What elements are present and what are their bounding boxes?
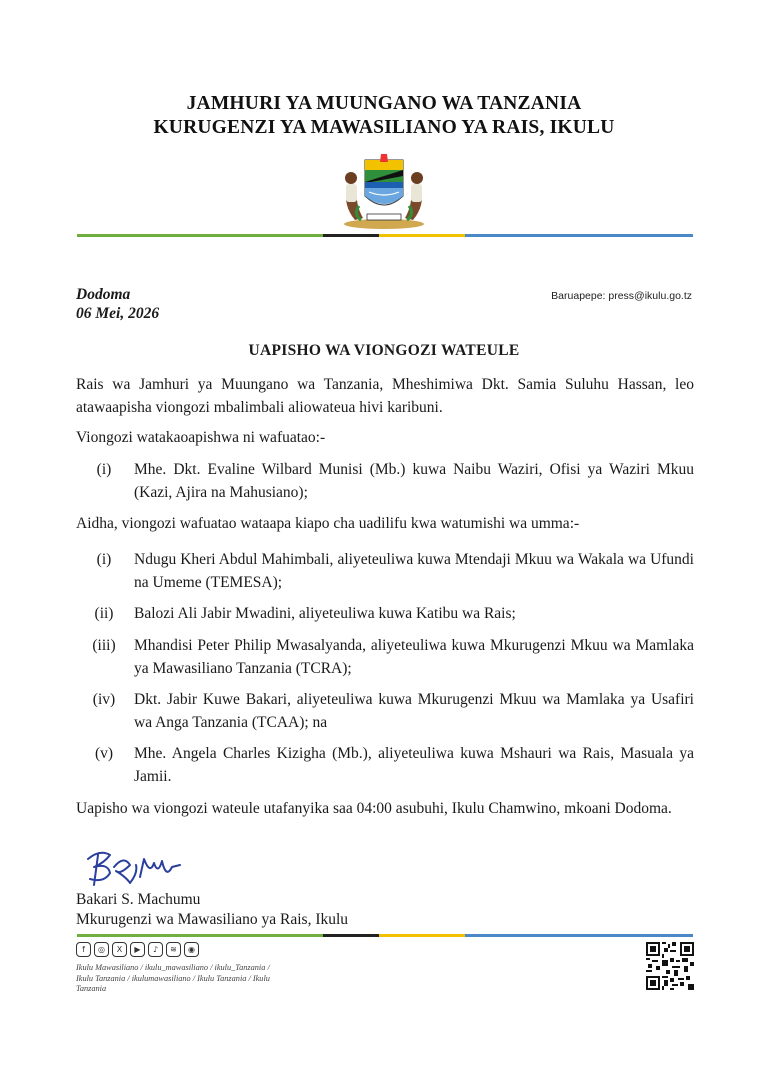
list-item-number: (iii) <box>92 637 116 654</box>
instagram-icon[interactable]: ◎ <box>94 942 109 957</box>
email-contact: Baruapepe: press@ikulu.go.tz <box>551 290 692 302</box>
signatory-name: Bakari S. Machumu <box>76 891 201 908</box>
intro-paragraph: Rais wa Jamhuri ya Muungano wa Tanzania, Mheshimiwa Dkt. Samia Suluhu Hassan, leo atawaapisha viongozi mbalimbali aliowateua hivi karibuni. <box>76 376 694 416</box>
list-item-text: Mhandisi Peter Philip Mwasalyanda, aliyeteuliwa kuwa Mkurugenzi Mkuu wa Mamlaka ya Mawasiliano Tanzania (TCRA); <box>134 637 694 677</box>
list-item-number: (iv) <box>92 691 116 708</box>
youtube-icon[interactable]: ▶ <box>130 942 145 957</box>
x-icon[interactable]: X <box>112 942 127 957</box>
list-item-text: Balozi Ali Jabir Mwadini, aliyeteuliwa kuwa Katibu wa Rais; <box>134 605 516 622</box>
list-item-text: Ndugu Kheri Abdul Mahimbali, aliyeteuliwa kuwa Mtendaji Mkuu wa Wakala wa Ufundi na Umeme (TEMESA); <box>134 551 694 591</box>
list-item-number: (i) <box>96 551 112 568</box>
tiktok-icon[interactable]: ♪ <box>148 942 163 957</box>
social-icons <box>76 942 199 957</box>
list-item-text: Mhe. Angela Charles Kizigha (Mb.), aliyeteuliwa kuwa Mshauri wa Rais, Masuala ya Jamii. <box>134 745 694 785</box>
list-item-number: (i) <box>96 461 112 478</box>
date: 06 Mei, 2026 <box>76 305 160 322</box>
list1-heading: Viongozi watakaoapishwa ni wafuatao:- <box>76 429 326 446</box>
list-item-number: (v) <box>94 745 114 762</box>
list2-heading: Aidha, viongozi wafuatao wataapa kiapo cha uadilifu kwa watumishi wa umma:- <box>76 515 580 532</box>
header-line-1: JAMHURI YA MUUNGANO WA TANZANIA <box>186 93 582 114</box>
coat-of-arms-emblem <box>333 148 435 235</box>
podcast-icon[interactable]: ◉ <box>184 942 199 957</box>
footer-divider-stripe <box>77 934 693 937</box>
list-item-text: Mhe. Dkt. Evaline Wilbard Munisi (Mb.) kuwa Naibu Waziri, Ofisi ya Waziri Mkuu (Kazi, Ajira na Mahusiano); <box>134 461 694 501</box>
document-title: UAPISHO WA VIONGOZI WATEULE <box>248 342 520 359</box>
signatory-position: Mkurugenzi wa Mawasiliano ya Rais, Ikulu <box>76 911 349 928</box>
handwritten-signature <box>80 845 190 894</box>
list-item-text: Dkt. Jabir Kuwe Bakari, aliyeteuliwa kuwa Mkurugenzi Mkuu wa Mamlaka ya Usafiri wa Anga Tanzania (TCAA); na <box>134 691 694 731</box>
list-item-number: (ii) <box>94 605 114 622</box>
place: Dodoma <box>76 286 131 303</box>
spotify-icon[interactable]: ≋ <box>166 942 181 957</box>
closing-paragraph: Uapisho wa viongozi wateule utafanyika saa 04:00 asubuhi, Ikulu Chamwino, mkoani Dodoma. <box>76 800 672 817</box>
header-line-2: KURUGENZI YA MAWASILIANO YA RAIS, IKULU <box>153 117 615 138</box>
facebook-icon[interactable]: f <box>76 942 91 957</box>
qr-code <box>646 942 694 995</box>
social-handles: Ikulu Mawasiliano / ikulu_mawasiliano / ikulu_Tanzania / Ikulu Tanzania / ikulumawasiliano / Ikulu Tanzania / Ikulu Tanzania <box>76 963 270 993</box>
header-divider-stripe <box>77 234 693 237</box>
